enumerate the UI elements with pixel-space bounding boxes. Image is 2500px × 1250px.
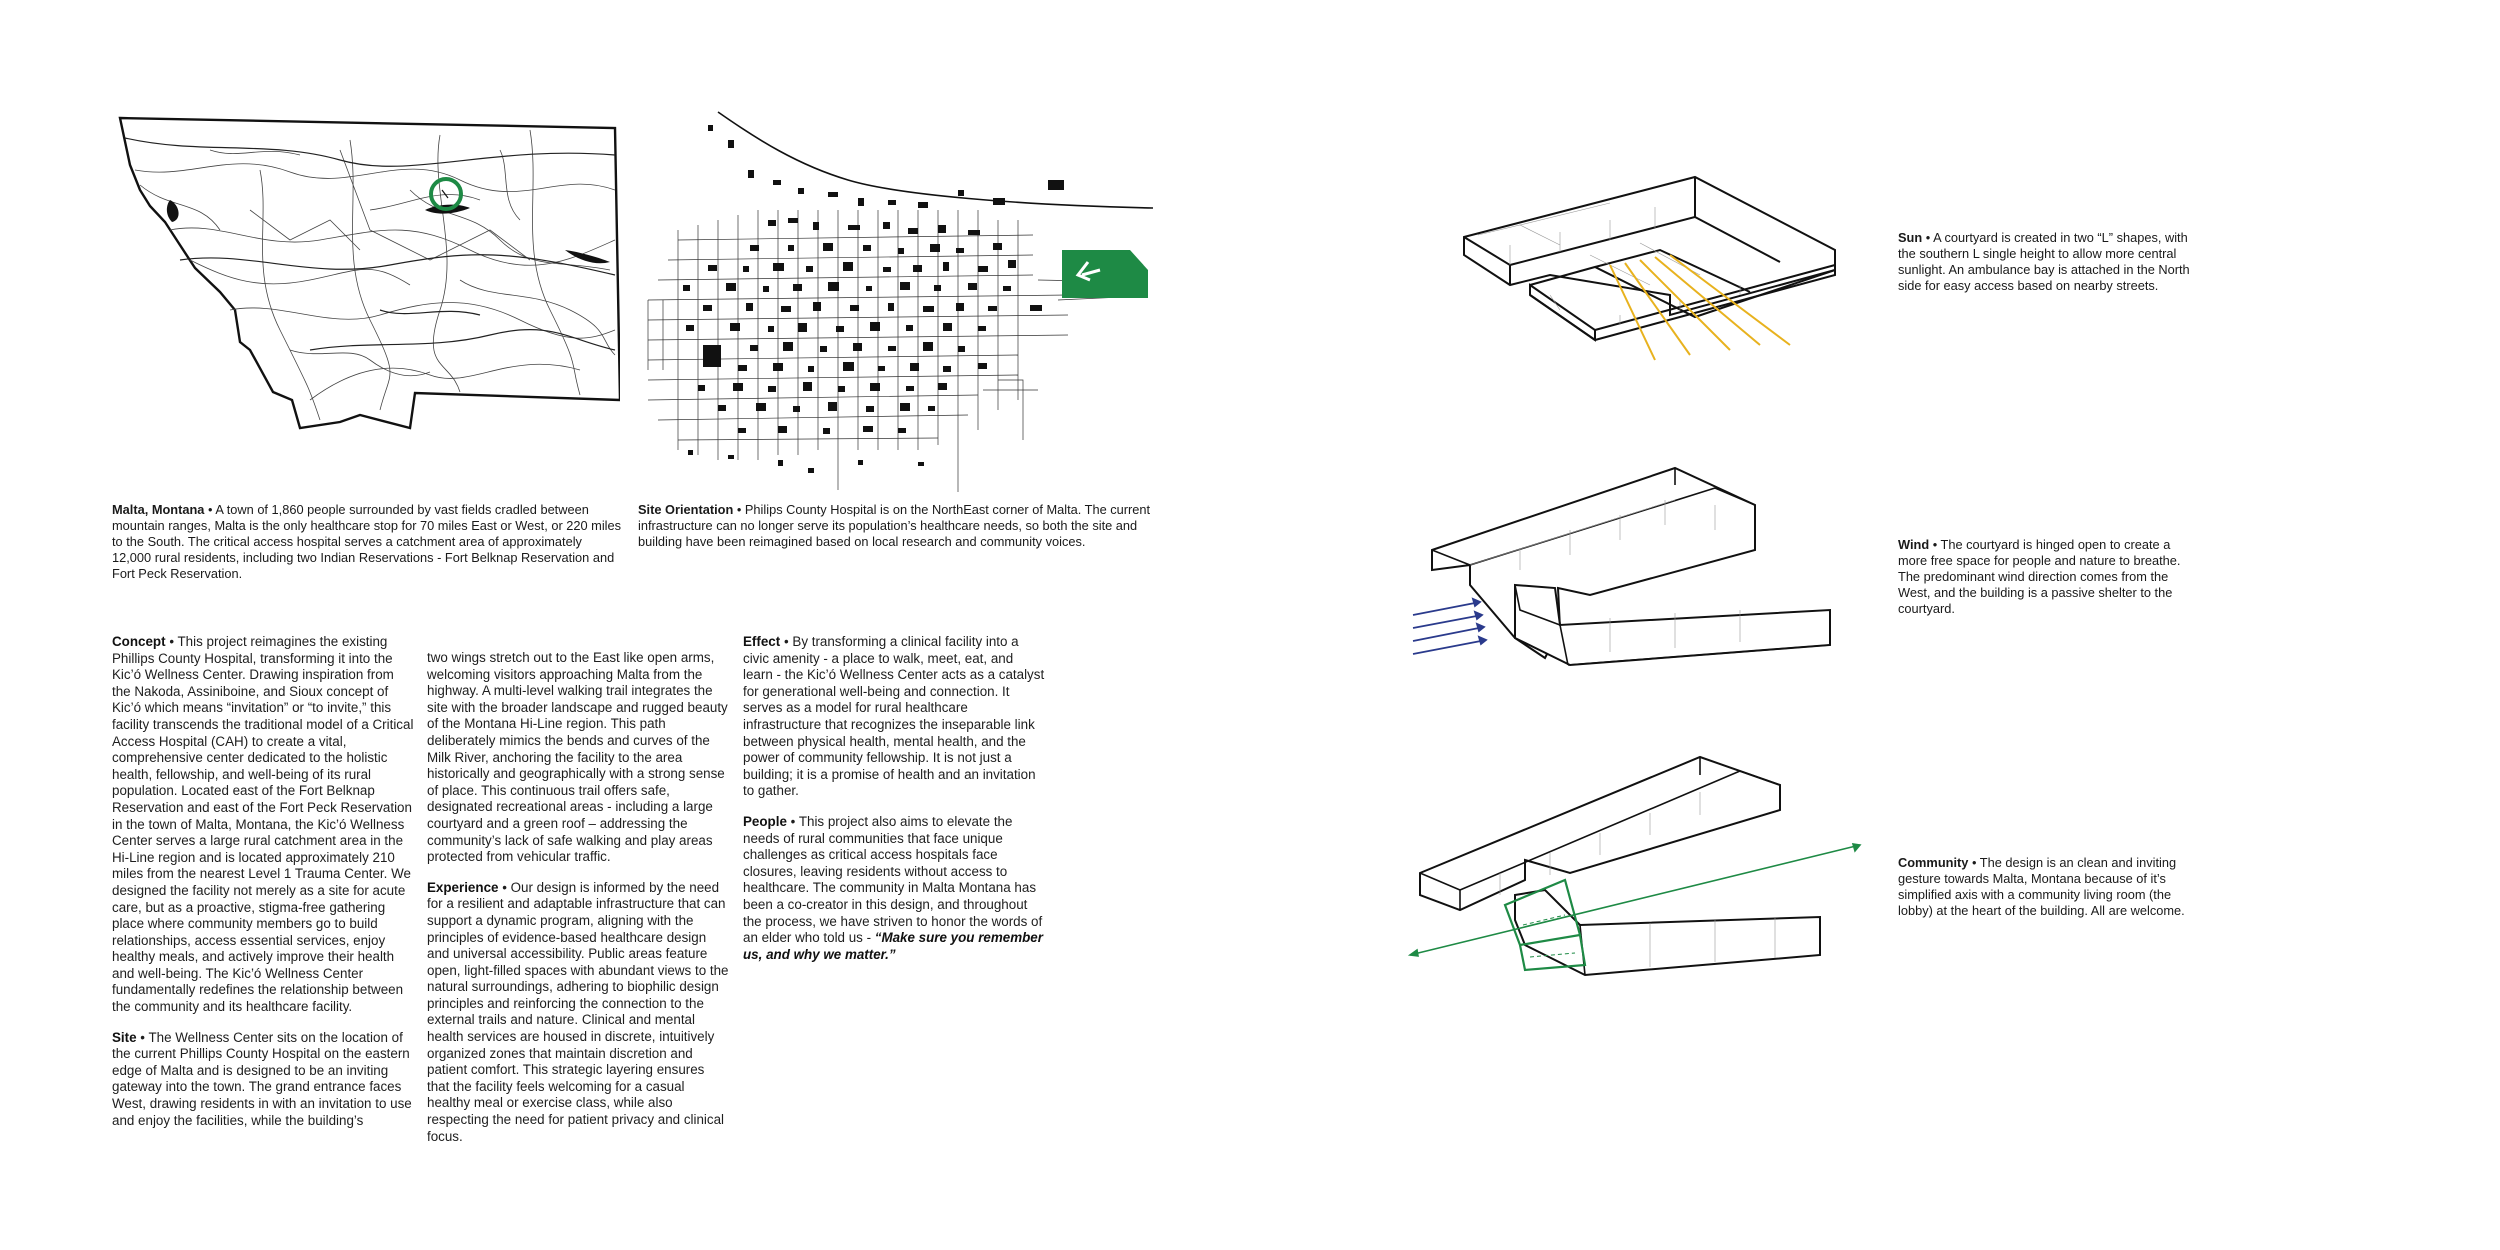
sun-body: A courtyard is created in two “L” shapes, with the southern L single height to allow more central sunlight. An ambulance bay is attached in the North side for easy access based on nearby streets. (1898, 230, 2190, 293)
montana-caption-body: A town of 1,860 people surrounded by vast fields cradled between mountain ranges, Malta is the only healthcare stop for 70 miles East or West, or 220 miles to the South. The critical access hospital serves a catchment area of approximately 12,000 rural residents, including two Indian Reservations - Fort Belknap Reservation and Fort Peck Reservation. (112, 502, 622, 581)
essay-column-2 (427, 650, 729, 1159)
concept-paragraph (112, 634, 414, 1016)
bullet: • (1925, 230, 1931, 245)
bullet: • (169, 634, 175, 649)
site-plan-map (638, 110, 1158, 495)
effect-title: Effect (743, 634, 781, 649)
bullet: • (502, 879, 507, 895)
people-body: This project also aims to elevate the needs of rural communities that face unique challenges as critical access hospitals face closures, leaving residents without access to healthcare. The community in Malta Montana has been a co-creator in this design, and throughout the process, we have striven to honor the words of an elder who told us - (743, 813, 1043, 946)
essay-column-3 (743, 634, 1045, 977)
bullet: • (783, 634, 789, 649)
bullet: • (208, 502, 213, 517)
sun-diagram (1450, 165, 1870, 375)
site-paragraph-continued: two wings stretch out to the East like open arms, welcoming visitors approaching Malta from the highway. A multi-level walking trail integrates the site with the broader landscape and rugged beauty of the Montana Hi-Line region. This path deliberately mimics the bends and curves of the Milk River, anchoring the facility to the area historically and geographically with a strong sense of place. This continuous trail offers safe, designated recreational areas - including a large courtyard and a green roof – addressing the community’s lack of safe walking and play areas protected from vehicular traffic. (427, 650, 728, 865)
people-title: People (743, 813, 787, 829)
site-body: The Wellness Center sits on the location of the current Phillips County Hospital on the eastern edge of Malta and is designed to be an inviting gateway into the town. The grand entrance faces West, drawing residents in with an invitation to use and enjoy the facilities, while the building’s (112, 1029, 412, 1128)
bullet: • (736, 502, 742, 517)
wind-body: The courtyard is hinged open to create a more free space for people and nature to breathe. The predominant wind direction comes from the West, and the building is a passive shelter to the courtyard. (1898, 537, 2181, 616)
malta-location-marker (431, 179, 461, 209)
bullet: • (1971, 855, 1977, 870)
montana-caption-title: Malta, Montana (112, 502, 205, 517)
bullet: • (790, 813, 796, 829)
bullet: • (1932, 537, 1938, 552)
wind-caption (1898, 537, 2203, 617)
elder-quote: “Make sure you remember us, and why we matter.” (743, 930, 1043, 962)
effect-body: By transforming a clinical facility into a civic amenity - a place to walk, meet, eat, and learn - the Kic’ó Wellness Center acts as a catalyst for generational well-being and connection. It serves as a model for rural healthcare infrastructure that recognizes the inseparable link between physical health, mental health, and the power of community fellowship. It is not just a building; it is a promise of health and an invitation to gather. (743, 634, 1045, 799)
community-title: Community (1898, 855, 1969, 870)
community-caption (1898, 855, 2208, 919)
site-caption-title: Site Orientation (638, 502, 734, 517)
montana-outline (120, 118, 620, 428)
community-diagram (1405, 745, 1875, 985)
experience-body: Our design is informed by the need for a resilient and adaptable infrastructure that can support a dynamic program, aligning with the principles of evidence-based healthcare design and universal accessibility. Public areas feature open, light-filled spaces with abundant views to the natural surroundings, adhering to biophilic design principles and reinforcing the connection to the external trails and nature. Clinical and mental health services are housed in discrete, intuitively organized zones that maintain discretion and patient comfort. This strategic layering ensures that the facility feels welcoming for a casual healthy meal or exercise class, while also respecting the need for patient privacy and clinical focus. (427, 879, 729, 1144)
experience-paragraph (427, 880, 729, 1146)
wind-title: Wind (1898, 537, 1930, 552)
site-caption-body: Philips County Hospital is on the NorthEast corner of Malta. The current infrastructure can no longer serve its population’s healthcare needs, so both the site and building have been reimagined based on local research and community voices. (638, 502, 1151, 549)
concept-body: This project reimagines the existing Phillips County Hospital, transforming it into the Kic’ó Wellness Center. Drawing inspiration from the Nakoda, Assiniboine, and Sioux concept of Kic’ó which means “invitation” or “to invite,” this facility transcends the traditional model of a Critical Access Hospital (CAH) to create a vital, comprehensive center dedicated to the holistic health, fellowship, and well-being of its rural population. Located east of the Fort Belknap Reservation and east of the Fort Peck Reservation in the town of Malta, Montana, the Kic’ó Wellness Center serves a large rural catchment area in the Hi-Line region and is located approximately 210 miles from the nearest Level 1 Trauma Center. We designed the facility not merely as a site for acute care, but as a proactive, stigma-free gathering place where community members go to build relationships, access essential services, enjoy healthy meals, and actively improve their health and well-being. The Kic’ó Wellness Center fundamentally redefines the relationship between the community and its healthcare facility. (112, 634, 414, 1015)
people-paragraph (743, 814, 1045, 963)
montana-map (110, 110, 620, 440)
essay-column-1 (112, 634, 414, 1143)
hospital-site-highlight (1062, 250, 1130, 298)
concept-title: Concept (112, 634, 166, 649)
effect-paragraph (743, 634, 1045, 800)
site-caption (638, 502, 1158, 550)
site-title: Site (112, 1029, 137, 1045)
sun-title: Sun (1898, 230, 1923, 245)
bullet: • (140, 1029, 145, 1045)
montana-caption (112, 502, 622, 582)
experience-title: Experience (427, 879, 499, 895)
wind-diagram (1410, 460, 1840, 675)
community-body: The design is an clean and inviting gesture towards Malta, Montana because of it’s simplified axis with a community living room (the lobby) at the heart of the building. All are welcome. (1898, 855, 2185, 918)
railroad (718, 112, 1153, 208)
site-paragraph (112, 1030, 414, 1130)
sun-caption (1898, 230, 2208, 294)
